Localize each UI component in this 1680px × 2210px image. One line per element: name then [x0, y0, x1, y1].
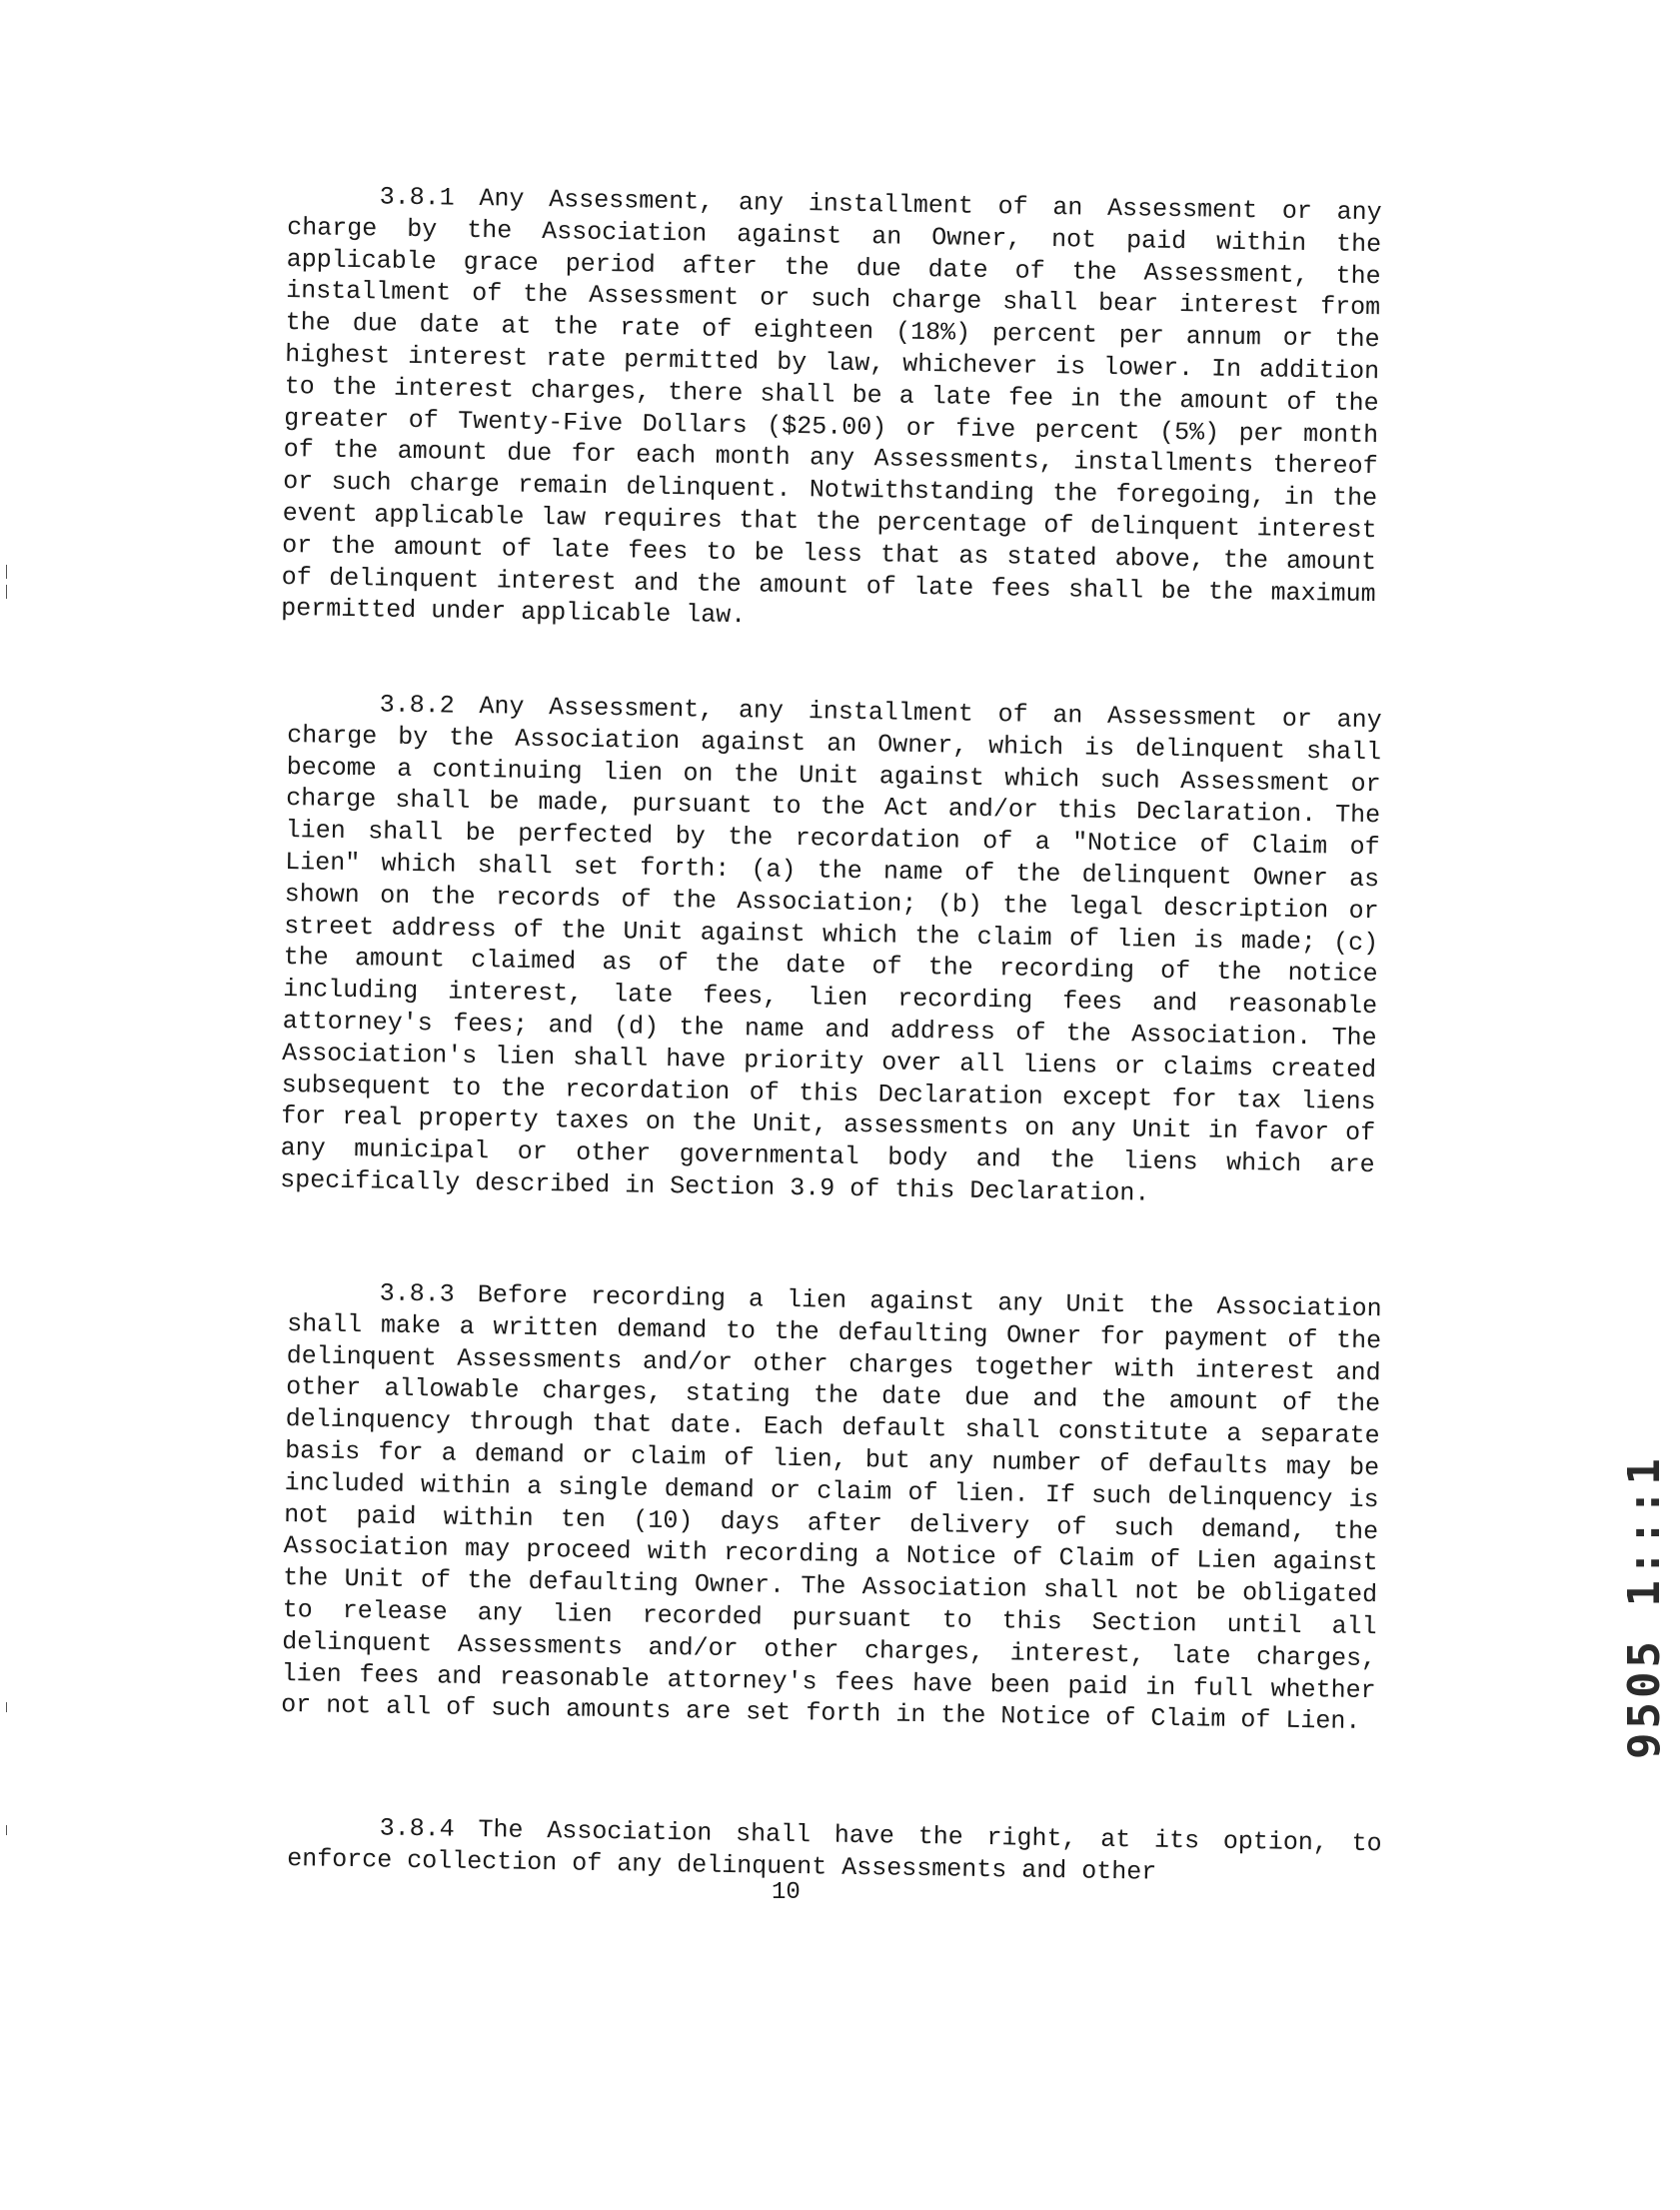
- scan-edge-mark: [6, 1825, 7, 1835]
- paragraph-3-8-1: [281, 180, 1382, 642]
- paragraph-indent: [288, 202, 380, 203]
- scan-edge-mark: [6, 585, 7, 599]
- page-number: 10: [772, 1879, 801, 1906]
- paragraph-indent: [288, 1298, 380, 1299]
- paragraph-3-8-3: [281, 1276, 1382, 1738]
- paragraph-3-8-2: [280, 688, 1382, 1213]
- paragraph-text: 3.8.4 The Association shall have the right, at its option, to enforce collection of any delinquent Assessments and other: [287, 1813, 1382, 1887]
- paragraph-indent: [288, 710, 380, 711]
- paragraph-text: 3.8.1 Any Assessment, any installment of an Assessment or any charge by the Association against an Owner, not paid within the applicable grace period after the due date of the Assessment, the installment of the Assessment or such charge shall bear interest from the due date at the rate of eighteen (18%) percent per annum or the highest interest rate permitted by law, whichever is lower. In addition to the interest charges, there shall be a late fee in the amount of the greater of Twenty-Five Dollars ($25.00) or five percent (5%) per month of the amount due for each month any Assessments, installments thereof or such charge remain delinquent. Notwithstanding the foregoing, in the event applicable law requires that the percentage of delinquent interest or the amount of late fees to be less that as stated above, the amount of delinquent interest and the amount of late fees shall be the maximum permitted under applicable law.: [281, 182, 1382, 631]
- scan-edge-mark: [6, 1702, 7, 1712]
- paragraph-text: 3.8.2 Any Assessment, any installment of an Assessment or any charge by the Association against an Owner, which is delinquent shall become a continuing lien on the Unit against which such Assessment or charge shall be made, pursuant to the Act and/or this Declaration. The lien shall be perfected by the recordation of a "Notice of Claim of Lien" which shall set forth: (a) the name of the delinquent Owner as shown on the records of the Association; (b) the legal description or street address of the Unit against which the claim of lien is made; (c) the amount claimed as of the date of the recording of the notice including interest, late fees, lien recording fees and reasonable attorney's fees; and (d) the name and address of the Association. The Association's lien shall have priority over all liens or claims created subsequent to the recordation of this Declaration except for tax liens for real property taxes on the Unit, assessments on any Unit in favor of any municipal or other governmental body and the liens which are specifically described in Section 3.9 of this Declaration.: [280, 690, 1382, 1208]
- scan-edge-mark: [6, 565, 7, 579]
- recording-stamp: 9505 1:::1: [1619, 1454, 1670, 1759]
- paragraph-3-8-4: [287, 1811, 1382, 1892]
- paragraph-text: 3.8.3 Before recording a lien against any Unit the Association shall make a written demand to the defaulting Owner for payment of the delinquent Assessments and/or other charges together with interest and other allowable charges, stating the date due and the amount of the delinquency through that date. Each default shall constitute a separate basis for a demand or claim of lien, but any number of defaults may be included within a single demand or claim of lien. If such delinquency is not paid within ten (10) days after delivery of such demand, the Association may proceed with recording a Notice of Claim of Lien against the Unit of the defaulting Owner. The Association shall not be obligated to release any lien recorded pursuant to this Section until all delinquent Assessments and/or other charges, interest, late charges, lien fees and reasonable attorney's fees have been paid in full whether or not all of such amounts are set forth in the Notice of Claim of Lien.: [281, 1278, 1382, 1737]
- paragraph-indent: [288, 1833, 380, 1834]
